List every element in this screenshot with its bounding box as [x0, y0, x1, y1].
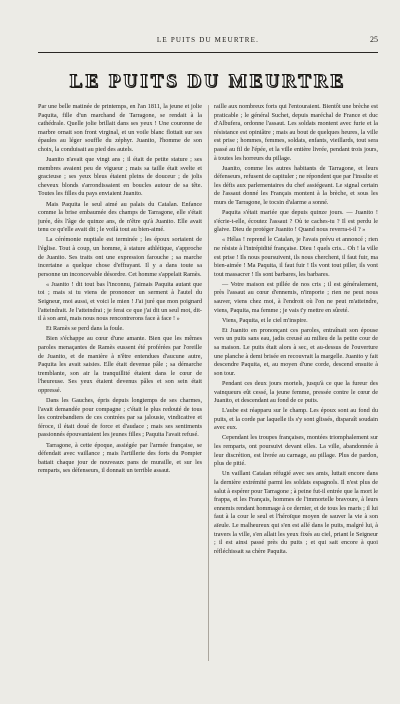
paragraph: Juanito n'avait que vingt ans ; il était de petite stature ; ses membres avaient peu de vigueur ; mais sa taille était svelte et gracieuse ; ses yeux bleus étaient pleins de douceur ; de jolis cheveux blonds s'arrondissaient en boucles autour de sa tête. Toutes les filles du pays enviaient Juanito. — [38, 156, 202, 198]
paragraph: — Votre maison est pillée de nos cris ; il est généralement, près l'assaut au cœur d'ennemis, n'importe ; rien ne peut nous sauver, viens chez moi, à l'endroit où l'on ne peut m'atteindre, viens, Paquita, ma femme ; je vais t'y mettre en sûreté. — [214, 280, 378, 314]
paragraph: raille aux nombreux forts qui l'entouraient. Bientôt une brèche est praticable ; le général Suchet, depuis maréchal de France et duc d'Albufera, ordonne l'assaut. Les soldats montent avec furie et la résistance est opiniâtre ; mais au bout de quelques heures, la ville est prise ; hommes, femmes, soldats, enfants, vieillards, tout sera passé au fil de l'épée, et la ville entière livrée, pendant trois jours, à toutes les horreurs du pillage. — [214, 103, 378, 162]
paragraph: Tarragone, à cette époque, assiégée par l'armée française, se défendait avec vaillance ; mais l'artillerie des forts du Pompier battait chaque jour de nouveaux pans de muraille, et sur les remparts, ses défenseurs, il donnait un terrible assaut. — [38, 441, 202, 475]
left-column — [38, 103, 202, 663]
paragraph: Par une belle matinée de printemps, en l'an 1811, la jeune et jolie Paquita, fille d'un marchand de Tarragone, se rendait à la cathédrale. Quelle jolie brillait dans ses yeux ! Une couronne de marbre ornait son front virginal, et un voile blanc flottait sur ses épaules au léger souffle du zéphyr. Juanito, l'homme de son choix, la conduisait au pied des autels. — [38, 103, 202, 153]
paragraph: Un vaillant Catalan réfugié avec ses amis, luttait encore dans la dernière extrémité parmi les soldats espagnols. Il n'est plus de salut à espérer pour Tarragone ; à peine fut-il entrée que la mort le frappa, et les Français, hommes de l'immortelle bravoure, à leurs ennemis rendant hommage à ce dernier, et de tous les maris ; il lui faut à la cour le seul et l'héroïque moyen de sauver la vie à son aïeule. Le malheureux qui s'en est allé dans le puits, malgré lui, à travers la ville, s'en allait les yeux fixés au ciel, priant le Seigneur ; il est ainsi passé près du puits ; et qui sait encore à quoi réfléchissait sa chère Paquita. — [214, 470, 378, 555]
paragraph: Cependant les troupes françaises, montées triomphalement sur les remparts, ont poursuivi devant elles. La ville, abandonnée à leur discrétion, est livrée au carnage, au pillage. Plus de pardon, plus de pitié. — [214, 434, 378, 468]
paragraph: Pendant ces deux jours mortels, jusqu'à ce que la fureur des vainqueurs eût cessé, la jeune femme, pressée contre le cœur de Juanito, et descendant au fond de ce puits. — [214, 379, 378, 405]
article-headline: LE PUITS DU MEURTRE — [69, 71, 347, 92]
running-head-title: LE PUITS DU MEURTRE. — [156, 36, 260, 44]
page-number: 25 — [370, 35, 378, 44]
paragraph: Mais Paquita le seul aimé au palais du Catalan. Enfance comme la brise embaumée des champs de Tarragone, elle s'était jurée, dès l'âge de quinze ans, de n'être qu'à Juanito. Elle avait tenu ce qu'elle avait dit ; le voilà tout au bien-aimé. — [38, 200, 202, 234]
paragraph: « Hélas ! reprend le Catalan, je l'avais prévu et annoncé ; rien ne résiste à l'intrépidité française. Dieu ! quels cris... Oh ! la ville est prise ! Ils nous poursuivent, ils nous cherchent, il faut fuir, ma bien-aimée ! Ma Paquita, il faut fuir ! Ils vont tout piller, ils vont tout massacrer ! Ils sont barbares, les barbares. — [214, 236, 378, 278]
paragraph: Viens, Paquita, et le ciel m'inspire. — [222, 316, 308, 324]
right-column — [214, 103, 378, 663]
paragraph: Dans les Gauches, épris depuis longtemps de ses charmes, l'avait demandée pour compagne ; c'était le plus redouté de tous les contrebandiers de ces contrées par sa jalousie, vindicative et féroce, il était doué de force et d'audace ; mais ses sentiments passionnés épouvantaient les jeunes filles ; Paquita l'avait refusé. — [38, 397, 202, 439]
column-rule — [208, 105, 209, 661]
paragraph: Juanito, comme les autres habitants de Tarragone, et leurs défenseurs, refusent de capituler ; ne répondent que par l'insulte et les défis aux parlementaires du chef assiégeant. Le signal certain de l'assaut donné les Français montent à la brèche, et sous les murs de Tarragone, le tocsin d'alarme a sonné. — [214, 164, 378, 207]
newspaper-page — [0, 30, 400, 704]
article-body — [38, 103, 378, 663]
paragraph: « Juanito ! dit tout bas l'inconnu, j'aimais Paquita autant que toi ; mais si tu viens de prononcer un serment à l'autel du Seigneur, moi aussi, et voici le mien ! J'ai juré que mon poignard l'atteindrait. Je l'atteindrai ; je ferai ce que j'ai dit un seul mot, dit-il à son ami, mais nous nous rencontrerons face à face ! » — [38, 280, 202, 323]
paragraph: L'aube est réapparu sur le champ. Les époux sont au fond du puits, et la corde par laquelle ils s'y sont glissés, disparaît soudain avec eux. — [214, 407, 378, 432]
paragraph: Et Juanito en prononçant ces paroles, entraînait son épouse vers un puits sans eau, jadis creusé au milieu de la petite cour de sa maison. Le puits était alors à sec, et au-dessus de l'ouverture une planche à demi brisée en recouvrait la margelle. Juanito y fait descendre Paquita, et, au moyen d'une corde, descend ensuite à son tour. — [214, 326, 378, 377]
paragraph: La cérémonie nuptiale est terminée ; les époux sortaient de l'église. Tout à coup, un homme, à stature athlétique, s'approche de Juanito. Ses traits ont une expression farouche ; sa marche incertaine a quelque chose d'effrayant. Il y a dans toute sa personne un inconcevable désordre. Cet homme s'appelait Ramès. — [38, 236, 202, 278]
running-head — [38, 30, 378, 53]
paragraph: Paquita s'était mariée que depuis quinze jours. — Juanito ! s'écrie-t-elle, écoutez l'assaut ? Où te caches-tu ? Il est perdu le glaive. Dieu de protéger Juanito ! Quand nous reverra-t-il ? » — [214, 209, 378, 234]
paragraph: Et Ramès se perd dans la foule. — [46, 325, 124, 333]
paragraph: Bien s'échappe au cœur d'une amante. Bien que les mêmes paroles menaçantes de Ramès eussent été proférées par l'oreille de Juanito, et de manière à n'être entendues d'aucune autre, Paquita les avait saisies. Elle était devenue pâle ; sa démarche tremblante, son air la tranquillité étaient dans le cœur de l'heureuse. Ses yeux étaient devenus pâles et son sein était oppressé. — [38, 335, 202, 394]
